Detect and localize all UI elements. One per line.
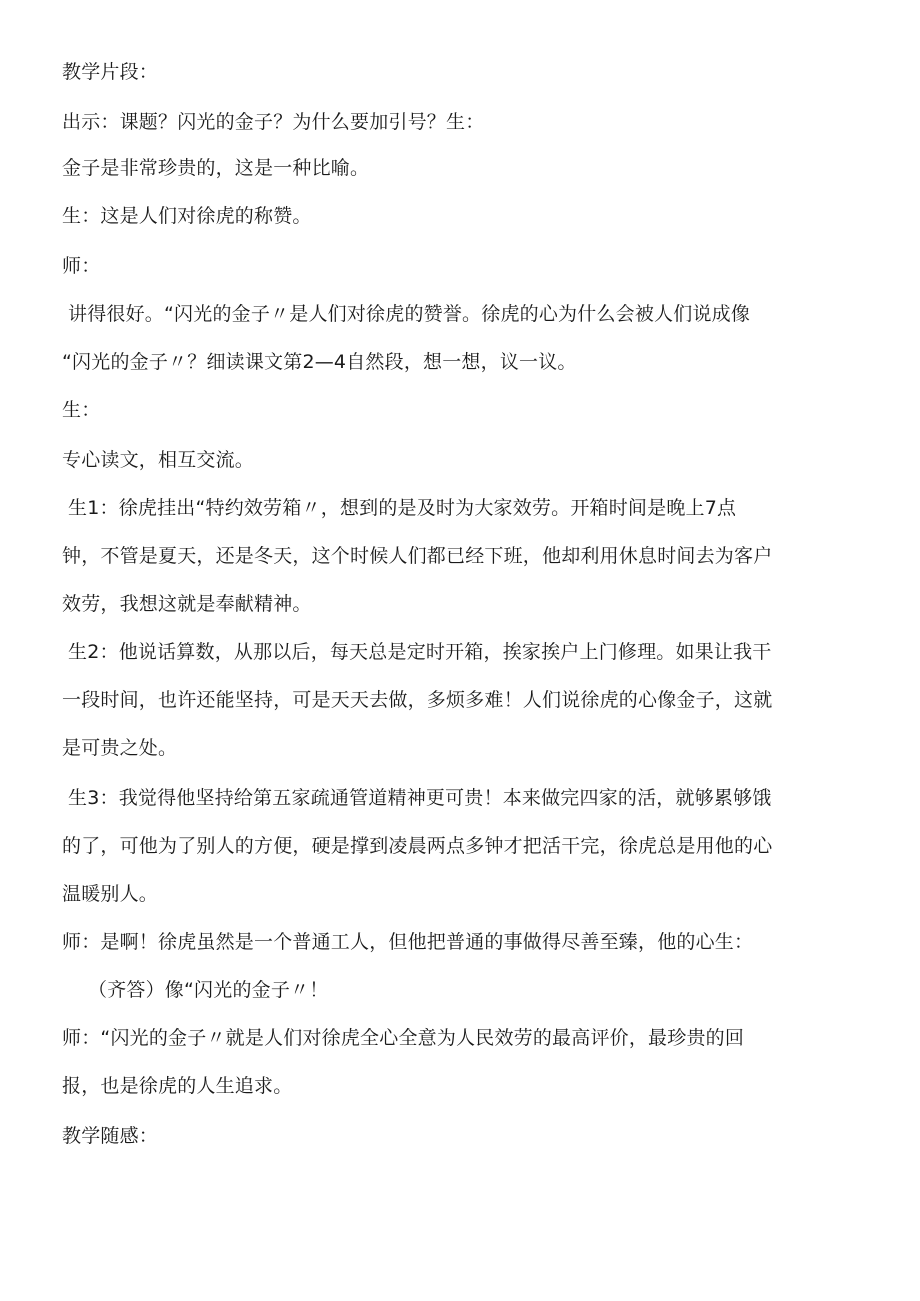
text-line: 师：是啊！徐虎虽然是一个普通工人，但他把普通的事做得尽善至臻，他的心生：	[62, 931, 754, 953]
text-line: 生1：徐虎挂出“特约效劳箱〃，想到的是及时为大家效劳。开箱时间是晚上7点	[68, 497, 737, 519]
section-heading-teaching-reflection: 教学随感：	[62, 1125, 159, 1147]
text-line: 效劳，我想这就是奉献精神。	[62, 593, 312, 615]
text-line: 的了，可他为了别人的方便，硬是撑到凌晨两点多钟才把活干完，徐虎总是用他的心	[62, 835, 773, 857]
text-line: 生3：我觉得他坚持给第五家疏通管道精神更可贵！本来做完四家的活，就够累够饿	[68, 787, 772, 809]
text-line: 生2：他说话算数，从那以后，每天总是定时开箱，挨家挨户上门修理。如果让我干	[68, 641, 772, 663]
text-line: 报，也是徐虎的人生追求。	[62, 1075, 293, 1097]
text-line: 师：	[62, 255, 101, 277]
text-line: 专心读文，相互交流。	[62, 449, 255, 471]
text-line: 一段时间，也许还能坚持，可是天天去做，多烦多难！人们说徐虎的心像金子，这就	[62, 689, 773, 711]
text-line: 师：“闪光的金子〃就是人们对徐虎全心全意为人民效劳的最高评价，最珍贵的回	[62, 1027, 745, 1049]
text-line: （齐答）像“闪光的金子〃！	[88, 979, 329, 1001]
text-line: 金子是非常珍贵的，这是一种比喻。	[62, 157, 370, 179]
text-line: 出示：课题？闪光的金子？为什么要加引号？生：	[62, 111, 485, 133]
text-line: 钟，不管是夏天，还是冬天，这个时候人们都已经下班，他却利用休息时间去为客户	[62, 545, 773, 567]
text-line: “闪光的金子〃？细读课文第2—4自然段，想一想，议一议。	[62, 351, 577, 373]
text-line: 生：这是人们对徐虎的称赞。	[62, 205, 312, 227]
text-line: 讲得很好。“闪光的金子〃是人们对徐虎的赞誉。徐虎的心为什么会被人们说成像	[68, 303, 751, 325]
text-line: 生：	[62, 399, 101, 421]
text-line: 是可贵之处。	[62, 737, 178, 759]
text-line: 温暖别人。	[62, 883, 159, 905]
section-heading-teaching-excerpt: 教学片段：	[62, 61, 159, 83]
